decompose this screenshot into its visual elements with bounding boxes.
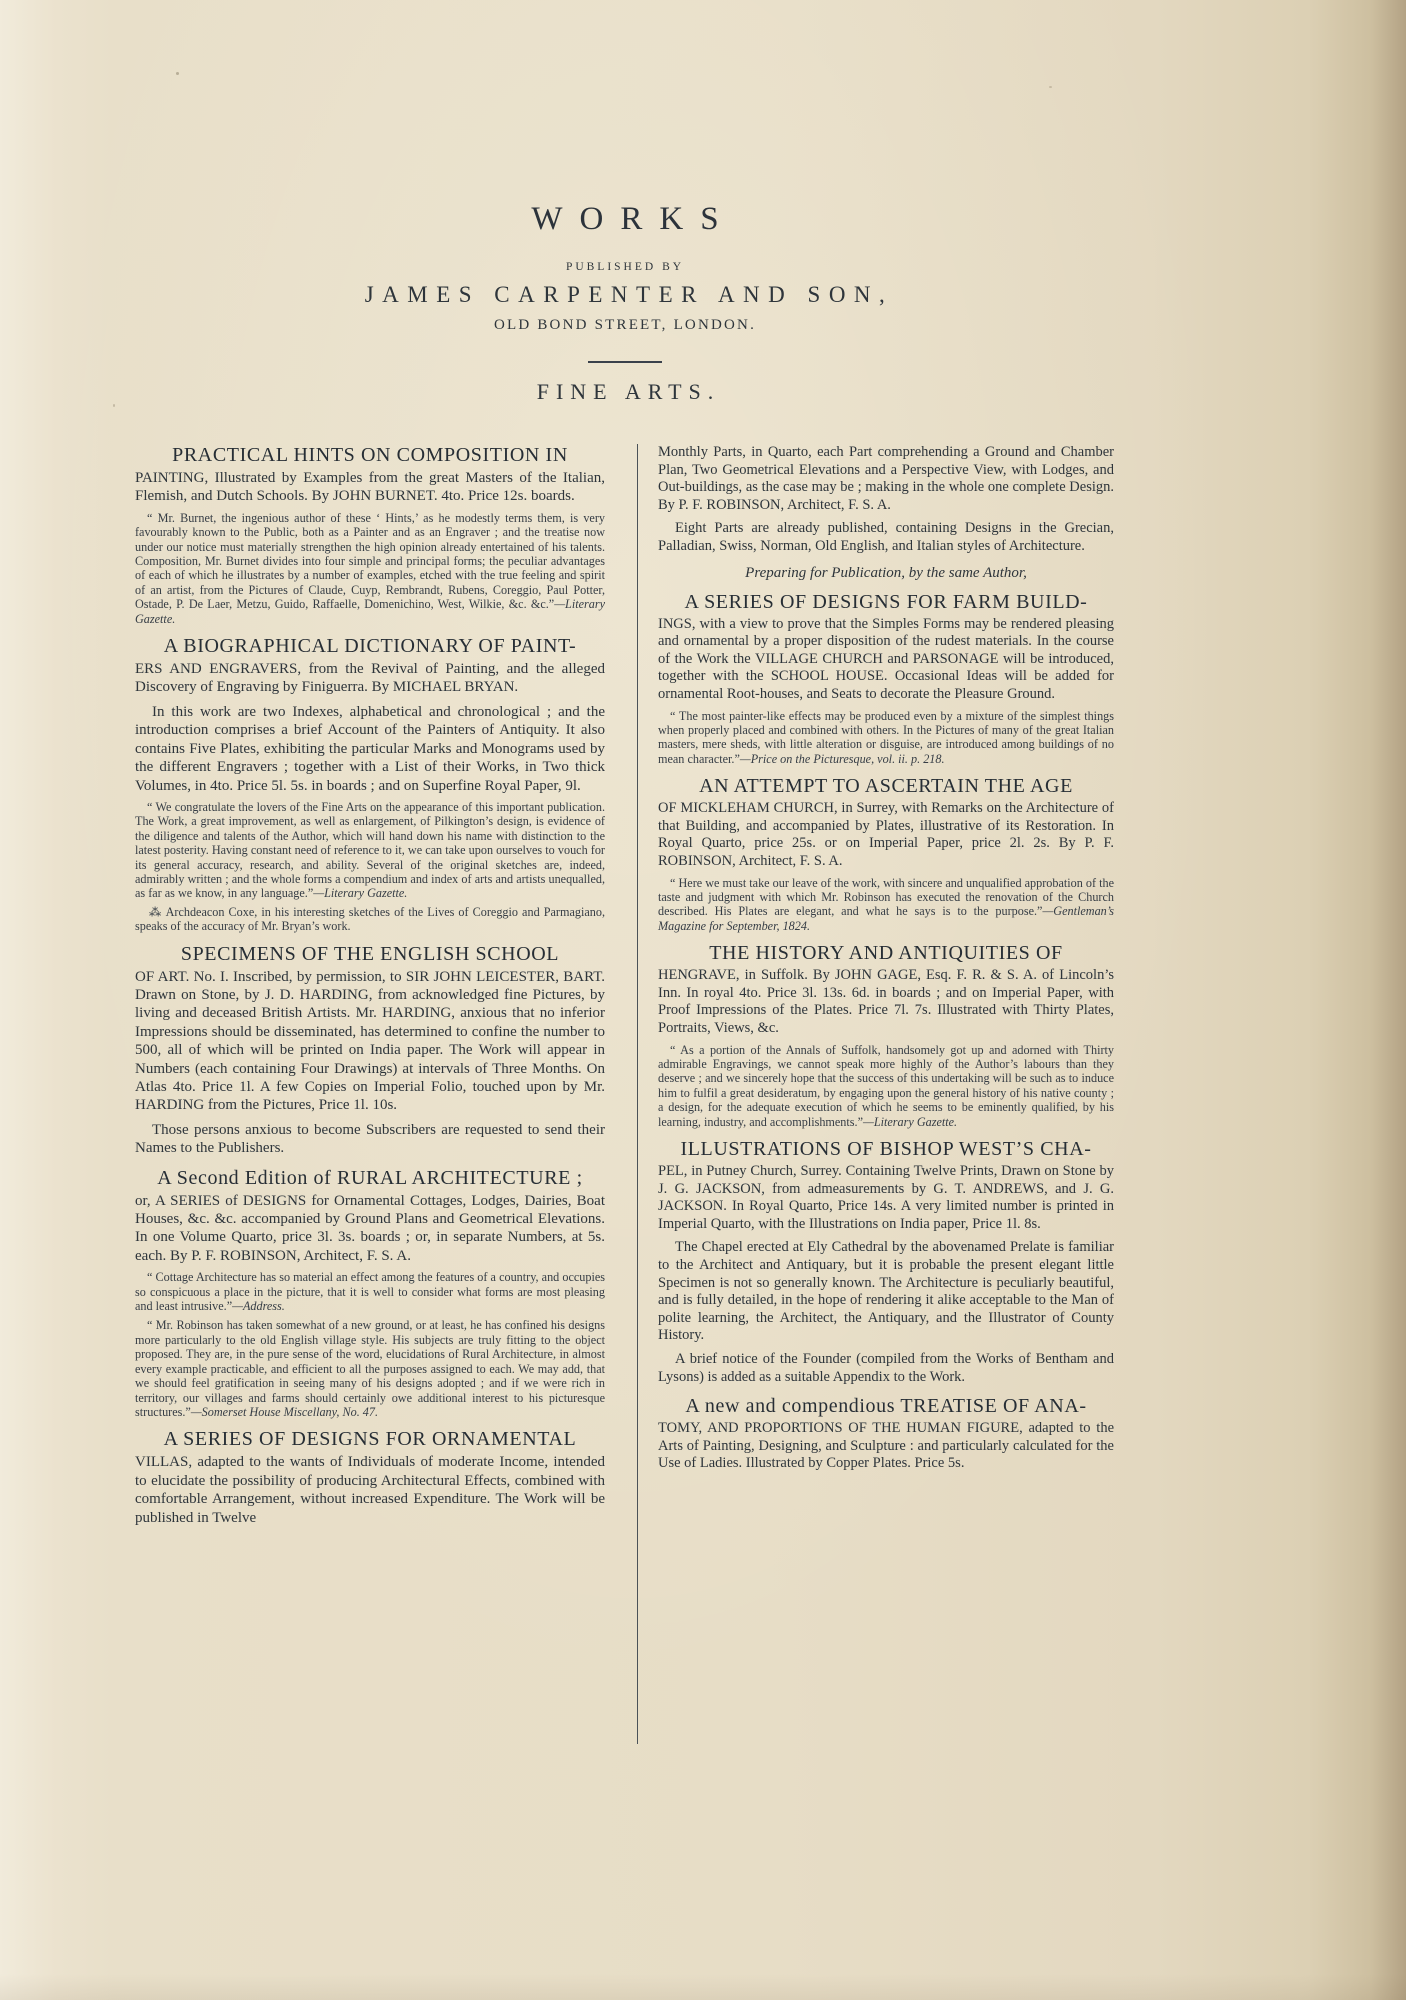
- entry-body: or, A SERIES of DESIGNS for Ornamental Cottages, Lodges, Dairies, Boat Houses, &c. &c. accompanied by Ground Plans and Geometrical Elevations. In one Volume Quarto, price 3l. 3s. boards ; or, in separate Numbers, at 5s. each. By P. F. ROBINSON, Architect, F. S. A.: [135, 1192, 605, 1264]
- book-entry-bishop-wests-chapel: [658, 1138, 1114, 1233]
- entry-heading: A new and compendious TREATISE OF ANA-: [685, 1395, 1087, 1418]
- publisher-name: JAMES CARPENTER AND SON,: [364, 282, 894, 307]
- review-quote: [658, 876, 1114, 934]
- entry-paragraph: In this work are two Indexes, alphabetical and chronological ; and the introduction comprises a brief Account of the Painters of Antiquity. It also contains Five Plates, exhibiting the particular Marks and Monograms used by the different Engravers ; together with a List of their Works, in Two thick Volumes, in 4to. Price 5l. 5s. in boards ; and on Superfine Royal Paper, 9l.: [135, 703, 605, 794]
- entry-body: OF ART. No. I. Inscribed, by permission, to SIR JOHN LEICESTER, BART. Drawn on Stone, by J. D. HARDING, from acknowledged fine Pictures, by living and deceased British Artists. Mr. HARDING, anxious that no inferior Impressions should be disseminated, has determined to confine the number to 500, all of which will be printed on India paper. The Work will appear in Numbers (each containing Four Drawings) at intervals of Three Months. On Atlas 4to. Price 1l. A few Copies on Imperial Folio, touched upon by Mr. HARDING from the Pictures, Price 1l. 10s.: [135, 968, 605, 1114]
- review-quote: [658, 709, 1114, 767]
- entry-heading: A SERIES OF DESIGNS FOR FARM BUILD-: [684, 590, 1088, 613]
- entry-heading: A Second Edition of RURAL ARCHITECTURE ;: [157, 1166, 583, 1189]
- quote-text: “ Mr. Robinson has taken somewhat of a new ground, or at least, he has confined his designs more particularly to the old English village style. His subjects are truly fitting to the object proposed. They are, in the pure sense of the word, elucidations of Rural Architecture, in almost every example practicable, and efficient to all the purposes assigned to each. We may add, that we should feel gratification in seeing many of his designs adopted ; and if we were rich in territory, our villages and farms should certainly owe additional interest to his picturesque structures.”: [135, 1318, 605, 1419]
- quote-source: —Address.: [232, 1299, 285, 1314]
- quote-text: “ Cottage Architecture has so material an effect among the features of a country, and occupies so conspicuous a place in the picture, that it is well to consider what forms are most pleasing and least intrusive.”: [135, 1270, 605, 1314]
- entry-paragraph: A brief notice of the Founder (compiled from the Works of Bentham and Lysons) is added as a suitable Appendix to the Work.: [658, 1350, 1114, 1385]
- quote-text: “ Here we must take our leave of the work, with sincere and unqualified approbation of the taste and judgment with which Mr. Robinson has executed the renovation of the Church described. His Plates are elegant, and what he says is to the purpose.”: [658, 875, 1114, 919]
- entry-body: PEL, in Putney Church, Surrey. Containing Twelve Prints, Drawn on Stone by J. G. JACKSON, from admeasurements by G. T. ANDREWS, and J. G. JACKSON. In Royal Quarto, Price 14s. A very limited number is printed in Imperial Quarto, with the Illustrations on India paper, Price 1l. 8s.: [658, 1162, 1114, 1232]
- entry-body: HENGRAVE, in Suffolk. By JOHN GAGE, Esq. F. R. & S. A. of Lincoln’s Inn. In royal 4to. Price 3l. 13s. 6d. in boards ; and on Imperial Paper, with Proof Impressions of the Plates. Price 7l. 7s. Illustrated with Thirty Plates, Portraits, Views, &c.: [658, 967, 1114, 1036]
- published-by-label: PUBLISHED BY: [565, 261, 685, 273]
- preparing-for-publication-note: Preparing for Publication, by the same Author,: [745, 564, 1027, 581]
- page-title: WORKS: [531, 201, 736, 237]
- quote-source: —Price on the Picturesque, vol. ii. p. 218.: [739, 751, 945, 766]
- entry-paragraph-continuation: Monthly Parts, in Quarto, each Part comprehending a Ground and Chamber Plan, Two Geometrical Elevations and a Perspective View, with Lodges, and Out-buildings, as the case may be ; making in the whole one complete Design. By P. F. ROBINSON, Architect, F. S. A.: [658, 444, 1114, 513]
- book-entry-farm-buildings: [658, 591, 1114, 704]
- quote-text: “ The most painter-like effects may be produced even by a mixture of the simplest things when properly placed and combined with others. In the Pictures of many of the great Italian masters, mere sheds, with little alteration or disguise, are introduced among buildings of no mean character.”: [658, 708, 1114, 766]
- entry-body: ERS AND ENGRAVERS, from the Revival of Painting, and the alleged Discovery of Engraving by Finiguerra. By MICHAEL BRYAN.: [135, 661, 605, 696]
- quote-source: —Gentleman’s Magazine for September, 1824.: [658, 904, 1114, 933]
- review-quote: [135, 800, 605, 901]
- book-entry-specimens-english-school: [135, 943, 605, 1115]
- quote-text: “ As a portion of the Annals of Suffolk, handsomely got up and adorned with Thirty admirable Engravings, we cannot speak more highly of the Author’s labours than they deserve ; and we sincerely hope that the success of this undertaking will be such as to induce him to fulfil a great desideratum, by engaging upon the general history of his native county ; a design, for the adequate execution of which he seems to be eminently qualified, by his learning, industry, and accomplishments.”: [658, 1042, 1114, 1129]
- entry-heading: THE HISTORY AND ANTIQUITIES OF: [709, 942, 1063, 965]
- entry-heading: PRACTICAL HINTS ON COMPOSITION IN: [172, 444, 568, 466]
- entry-heading: SPECIMENS OF THE ENGLISH SCHOOL: [180, 942, 560, 965]
- paper-speck: [113, 404, 115, 407]
- book-entry-practical-hints: [135, 444, 605, 506]
- quote-source: —Literary Gazette.: [313, 886, 408, 901]
- book-entry-biographical-dictionary: [135, 635, 605, 697]
- review-quote: [658, 1043, 1114, 1129]
- entry-paragraph: The Chapel erected at Ely Cathedral by the abovenamed Prelate is familiar to the Architect and Antiquary, but it is probable the present elegant little Specimen is not so generally known. The Architecture is peculiarly beautiful, and is fully detailed, in the hope of rendering it alike acceptable to the Man of polite learning, the Architect, the Antiquary, and the Illustrator of County History.: [658, 1239, 1114, 1344]
- entry-heading: AN ATTEMPT TO ASCERTAIN THE AGE: [699, 775, 1073, 798]
- asterism-footnote: ⁂ Archdeacon Coxe, in his interesting sketches of the Lives of Coreggio and Parmagiano, speaks of the accuracy of Mr. Bryan’s work.: [135, 904, 605, 934]
- book-entry-ornamental-villas: [135, 1428, 605, 1527]
- section-title: FINE ARTS.: [536, 379, 721, 404]
- entry-body: OF MICKLEHAM CHURCH, in Surrey, with Remarks on the Architecture of that Building, and accompanied by Plates, illustrative of its Restoration. In Royal Quarto, price 25s. or on Imperial Paper, price 2l. 2s. By P. F. ROBINSON, Architect, F. S. A.: [658, 800, 1114, 869]
- entry-paragraph: Eight Parts are already published, containing Designs in the Grecian, Palladian, Swiss, Norman, Old English, and Italian styles of Architecture.: [658, 520, 1114, 554]
- book-entry-rural-architecture: [135, 1167, 605, 1266]
- publisher-address: OLD BOND STREET, LONDON.: [493, 317, 757, 333]
- entry-body: PAINTING, Illustrated by Examples from the great Masters of the Italian, Flemish, and Dutch Schools. By JOHN BURNET. 4to. Price 12s. boards.: [135, 470, 605, 505]
- quote-source: —Literary Gazette.: [863, 1114, 958, 1129]
- left-column: [135, 444, 605, 1527]
- entry-paragraph: Those persons anxious to become Subscribers are requested to send their Names to the Publishers.: [135, 1121, 605, 1157]
- entry-heading: A SERIES OF DESIGNS FOR ORNAMENTAL: [163, 1428, 577, 1451]
- review-quote: [135, 511, 605, 626]
- header-rule: [588, 361, 662, 363]
- book-entry-mickleham-church: [658, 775, 1114, 870]
- page-header: [135, 0, 1115, 405]
- review-quote: [135, 1318, 605, 1419]
- column-divider-rule: [637, 444, 638, 1744]
- entry-body: INGS, with a view to prove that the Simples Forms may be rendered pleasing and ornamental by a proper disposition of the rudest materials. In the course of the Work the VILLAGE CHURCH and PARSONAGE will be introduced, together with the SCHOOL HOUSE. Occasional Ideas will be added for ornamental Root-houses, and Seats to decorate the Pleasure Ground.: [658, 615, 1114, 702]
- entry-heading: A BIOGRAPHICAL DICTIONARY OF PAINT-: [163, 635, 577, 658]
- quote-text: “ We congratulate the lovers of the Fine Arts on the appearance of this important publication. The Work, a great improvement, as well as enlargement, of Pilkington’s design, is evidence of the diligence and talents of the Author, which will hand down his name with distinction to the latest posterity. Having constant need of reference to it, we can take upon ourselves to vouch for its general accuracy, research, and ability. Several of the original sketches are, indeed, admirably written ; and the whole forms a compendium and index of arts and artists unequalled, as far as we know, in any language.”: [135, 799, 605, 901]
- quote-source: —Literary Gazette.: [135, 597, 605, 626]
- two-column-body: [135, 444, 1115, 1744]
- quote-source: —Somerset House Miscellany, No. 47.: [190, 1404, 379, 1419]
- quote-text: “ Mr. Burnet, the ingenious author of these ‘ Hints,’ as he modestly terms them, is very favourably known to the Public, both as a Painter and as an Engraver ; and the treatise now under our notice must materially strengthen the high opinion already entertained of his talents. Composition, Mr. Burnet divides into four simple and principal forms; the peculiar advantages of each of which he illustrates by a number of examples, etched with the true feeling and spirit of an artist, from the Pictures of Claude, Cuyp, Rembrandt, Rubens, Coreggio, Paul Potter, Ostade, P. De Laer, Metzu, Guido, Raffaelle, Domenichino, West, Wilkie, &c. &c.”: [135, 510, 605, 612]
- review-quote: [135, 1270, 605, 1313]
- entry-body: VILLAS, adapted to the wants of Individuals of moderate Income, intended to elucidate the possibility of producing Architectural Effects, combined with comfortable Arrangement, without increased Expenditure. The Work will be published in Twelve: [135, 1454, 605, 1526]
- entry-body: TOMY, AND PROPORTIONS OF THE HUMAN FIGURE, adapted to the Arts of Painting, Designing, and Sculpture : and particularly calculated for the Use of Ladies. Illustrated by Copper Plates. Price 5s.: [658, 1420, 1114, 1472]
- book-entry-treatise-of-anatomy: [658, 1395, 1114, 1473]
- book-entry-history-antiquities-hengrave: [658, 942, 1114, 1037]
- right-column: [658, 444, 1114, 1473]
- entry-heading: ILLUSTRATIONS OF BISHOP WEST’S CHA-: [680, 1137, 1092, 1160]
